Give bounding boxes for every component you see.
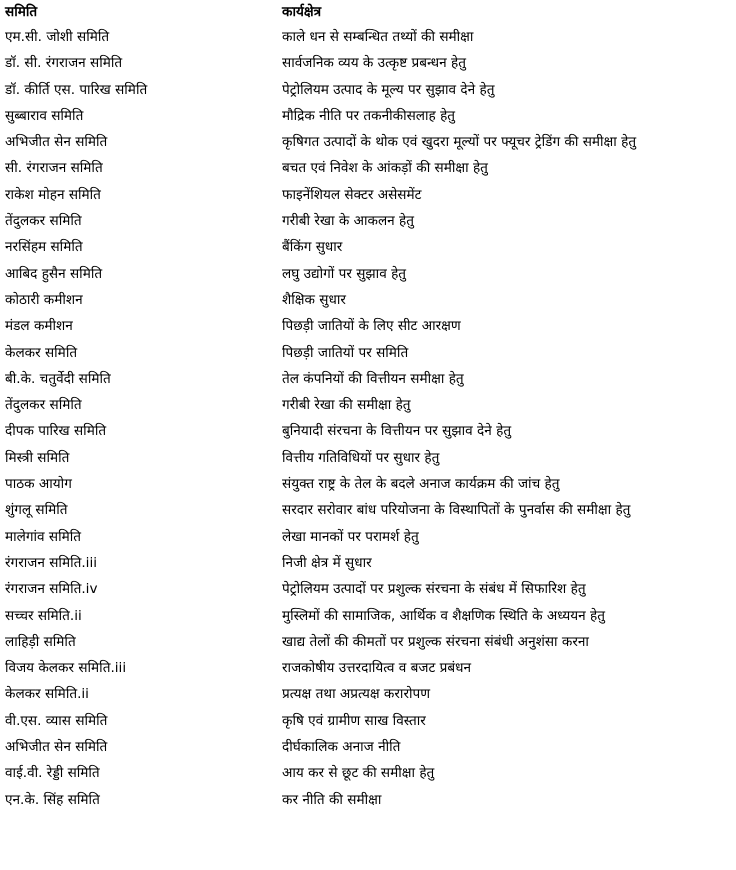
committee-scope: गरीबी रेखा के आकलन हेतु [282, 213, 415, 230]
committee-name: अभिजीत सेन समिति [5, 134, 108, 151]
committee-scope: पेट्रोलियम उत्पाद के मूल्य पर सुझाव देने हेतु [282, 81, 495, 98]
committee-name: वाई.वी. रेड्डी समिति [5, 765, 100, 782]
committee-name: दीपक पारिख समिति [5, 423, 107, 440]
committee-name: अभिजीत सेन समिति [5, 739, 108, 756]
committee-name: विजय केलकर समिति.iii [5, 660, 127, 677]
committee-scope: तेल कंपनियों की वित्तीयन समीक्षा हेतु [282, 370, 464, 387]
table-row [0, 787, 736, 813]
table-row [0, 497, 736, 523]
committee-scope: पेट्रोलियम उत्पादों पर प्रशुल्क संरचना के संबंध में सिफारिश हेतु [282, 581, 586, 598]
table-row [0, 77, 736, 103]
committee-scope: बचत एवं निवेश के आंकड़ों की समीक्षा हेतु [282, 160, 488, 177]
committee-name: केलकर समिति [5, 344, 78, 361]
committee-name: सुब्बाराव समिति [5, 107, 84, 124]
committee-scope: बैंकिंग सुधार [282, 239, 343, 256]
table-row [0, 24, 736, 50]
committee-name: तेंदुलकर समिति [5, 397, 82, 414]
committee-name: एम.सी. जोशी समिति [5, 29, 110, 45]
table-row [0, 524, 736, 550]
table-row [0, 366, 736, 392]
committee-name: आबिद हुसैन समिति [5, 265, 103, 282]
committee-scope: पिछड़ी जातियों के लिए सीट आरक्षण [282, 318, 461, 335]
table-row [0, 261, 736, 287]
header-committee: समिति [5, 4, 38, 20]
committee-scope: बुनियादी संरचना के वित्तीयन पर सुझाव देने हेतु [282, 423, 512, 440]
committee-name: शुंगलू समिति [5, 502, 68, 519]
table-row [0, 208, 736, 234]
table-row [0, 418, 736, 444]
header-row [0, 0, 736, 24]
table-row [0, 655, 736, 681]
committee-scope: खाद्य तेलों की कीमतों पर प्रशुल्क संरचना संबंधी अनुशंसा करना [282, 633, 589, 650]
committee-name: रंगराजन समिति.iii [5, 554, 98, 571]
table-row [0, 576, 736, 602]
table-row [0, 155, 736, 181]
committee-name: एन.के. सिंह समिति [5, 791, 100, 808]
committee-name: राकेश मोहन समिति [5, 186, 101, 203]
committee-name: रंगराजन समिति.iv [5, 581, 98, 598]
table-row [0, 550, 736, 576]
committee-name: मिस्त्री समिति [5, 449, 70, 466]
table-row [0, 392, 736, 418]
table-row [0, 734, 736, 760]
committee-name: लाहिड़ी समिति [5, 633, 76, 650]
table-row [0, 182, 736, 208]
committee-scope: संयुक्त राष्ट्र के तेल के बदले अनाज कार्यक्रम की जांच हेतु [282, 476, 560, 493]
table-row [0, 708, 736, 734]
committee-scope: फाइनेंशियल सेक्टर असेसमेंट [282, 186, 422, 203]
committee-scope: मौद्रिक नीति पर तकनीकीसलाह हेतु [282, 107, 456, 124]
table-row [0, 629, 736, 655]
committee-scope: लघु उद्योगों पर सुझाव हेतु [282, 265, 407, 282]
table-row [0, 234, 736, 260]
committee-scope: मुस्लिमों की सामाजिक, आर्थिक व शैक्षणिक स्थिति के अध्ययन हेतु [282, 607, 605, 624]
committee-scope: निजी क्षेत्र में सुधार [282, 554, 372, 571]
committee-scope: कर नीति की समीक्षा [282, 791, 382, 808]
committee-scope: प्रत्यक्ष तथा अप्रत्यक्ष करारोपण [282, 686, 431, 703]
committee-name: मालेगांव समिति [5, 528, 82, 545]
committee-name: नरसिंहम समिति [5, 239, 83, 256]
committee-scope: वित्तीय गतिविधियों पर सुधार हेतु [282, 449, 440, 466]
committee-scope: शैक्षिक सुधार [282, 291, 346, 308]
committee-name: डॉ. कीर्ति एस. पारिख समिति [5, 81, 148, 98]
committee-name: डॉ. सी. रंगराजन समिति [5, 55, 123, 72]
table-row [0, 287, 736, 313]
committee-scope: कृषि एवं ग्रामीण साख विस्तार [282, 712, 426, 729]
committee-name: सच्चर समिति.ii [5, 607, 82, 624]
committee-scope: पिछड़ी जातियों पर समिति [282, 344, 409, 361]
table-body [0, 24, 736, 813]
committee-scope: कृषिगत उत्पादों के थोक एवं खुदरा मूल्यों पर फ्यूचर ट्रेडिंग की समीक्षा हेतु [282, 134, 637, 151]
committee-scope: आय कर से छूट की समीक्षा हेतु [282, 765, 435, 782]
committee-scope: काले धन से सम्बन्धित तथ्यों की समीक्षा [282, 29, 474, 45]
committee-scope: सरदार सरोवार बांध परियोजना के विस्थापितों के पुनर्वास की समीक्षा हेतु [282, 502, 631, 519]
table-row [0, 603, 736, 629]
committee-name: मंडल कमीशन [5, 318, 73, 335]
table-row [0, 471, 736, 497]
header-scope: कार्यक्षेत्र [282, 4, 322, 20]
committee-name: केलकर समिति.ii [5, 686, 89, 703]
table-row [0, 760, 736, 786]
table-row [0, 50, 736, 76]
table-row [0, 313, 736, 339]
committee-name: तेंदुलकर समिति [5, 213, 82, 230]
committee-name: पाठक आयोग [5, 476, 72, 493]
table-row [0, 129, 736, 155]
committee-scope: सार्वजनिक व्यय के उत्कृष्ट प्रबन्धन हेतु [282, 55, 466, 72]
committee-name: सी. रंगराजन समिति [5, 160, 103, 177]
table-row [0, 681, 736, 707]
committee-scope: राजकोषीय उत्तरदायित्व व बजट प्रबंधन [282, 660, 472, 677]
table-row [0, 445, 736, 471]
table-row [0, 340, 736, 366]
committee-scope: दीर्घकालिक अनाज नीति [282, 739, 401, 756]
committee-name: कोठारी कमीशन [5, 291, 83, 308]
committee-name: वी.एस. व्यास समिति [5, 712, 108, 729]
committee-scope: लेखा मानकों पर परामर्श हेतु [282, 528, 419, 545]
table-row [0, 103, 736, 129]
committee-scope: गरीबी रेखा की समीक्षा हेतु [282, 397, 411, 414]
committee-name: बी.के. चतुर्वेदी समिति [5, 370, 111, 387]
